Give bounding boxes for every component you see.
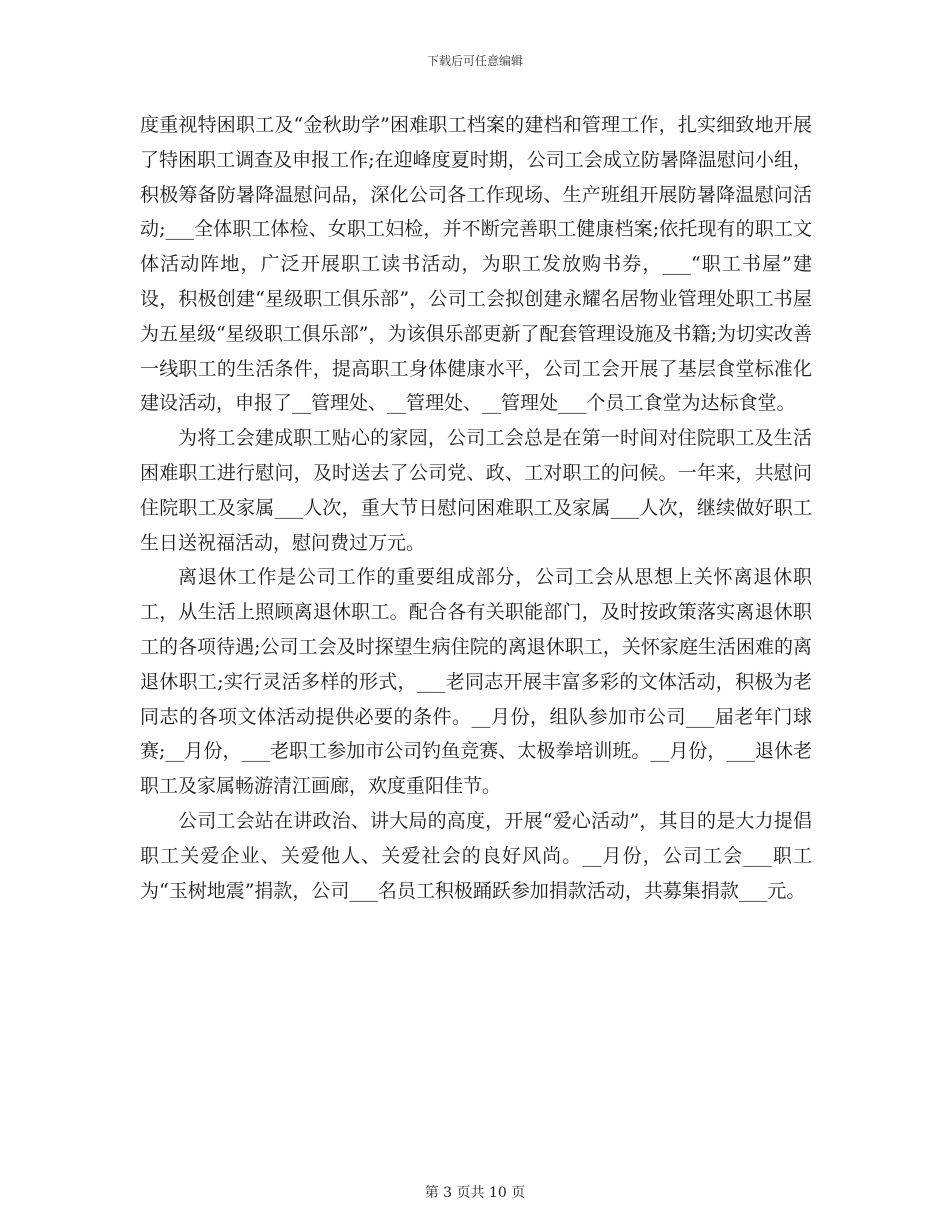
document-body (140, 108, 812, 908)
paragraph-1: 度重视特困职工及“金秋助学”困难职工档案的建档和管理工作，扎实细致地开展了特困职工调查及申报工作;在迎峰度夏时期，公司工会成立防暑降温慰问小组，积极筹备防暑降温慰问品，深化公司各工作现场、生产班组开展防暑降温慰问活动;___全体职工体检、女职工妇检，并不断完善职工健康档案;依托现有的职工文体活动阵地，广泛开展职工读书活动，为职工发放购书券，___“职工书屋”建设，积极创建“星级职工俱乐部”，公司工会拟创建永耀名居物业管理处职工书屋为五星级“星级职工俱乐部”，为该俱乐部更新了配套管理设施及书籍;为切实改善一线职工的生活条件，提高职工身体健康水平，公司工会开展了基层食堂标准化建设活动，申报了__管理处、__管理处、__管理处___个员工食堂为达标食堂。 (140, 114, 812, 415)
paragraph-4: 公司工会站在讲政治、讲大局的高度，开展“爱心活动”，其目的是大力提倡职工关爱企业、关爱他人、关爱社会的良好风尚。__月份，公司工会___职工为“玉树地震”捐款，公司___名员工积极踊跃参加捐款活动，共募集捐款___元。 (140, 809, 812, 902)
paragraph-3: 离退休工作是公司工作的重要组成部分，公司工会从思想上关怀离退休职工，从生活上照顾离退休职工。配合各有关职能部门，及时按政策落实离退休职工的各项待遇;公司工会及时探望生病住院的离退休职工，关怀家庭生活困难的离退休职工;实行灵活多样的形式，___老同志开展丰富多彩的文体活动，积极为老同志的各项文体活动提供必要的条件。__月份，组队参加市公司___届老年门球赛;__月份，___老职工参加市公司钓鱼竞赛、太极拳培训班。__月份，___退休老职工及家属畅游清江画廊，欢度重阳佳节。 (140, 566, 812, 798)
page-header: 下载后可任意编辑 (426, 54, 523, 68)
paragraph-2: 为将工会建成职工贴心的家园，公司工会总是在第一时间对住院职工及生活困难职工进行慰问，及时送去了公司党、政、工对职工的问候。一年来，共慰问住院职工及家属___人次，重大节日慰问困难职工及家属___人次，继续做好职工生日送祝福活动，慰问费过万元。 (140, 427, 812, 554)
page-footer: 第 3 页共 10 页 (424, 1185, 526, 1201)
